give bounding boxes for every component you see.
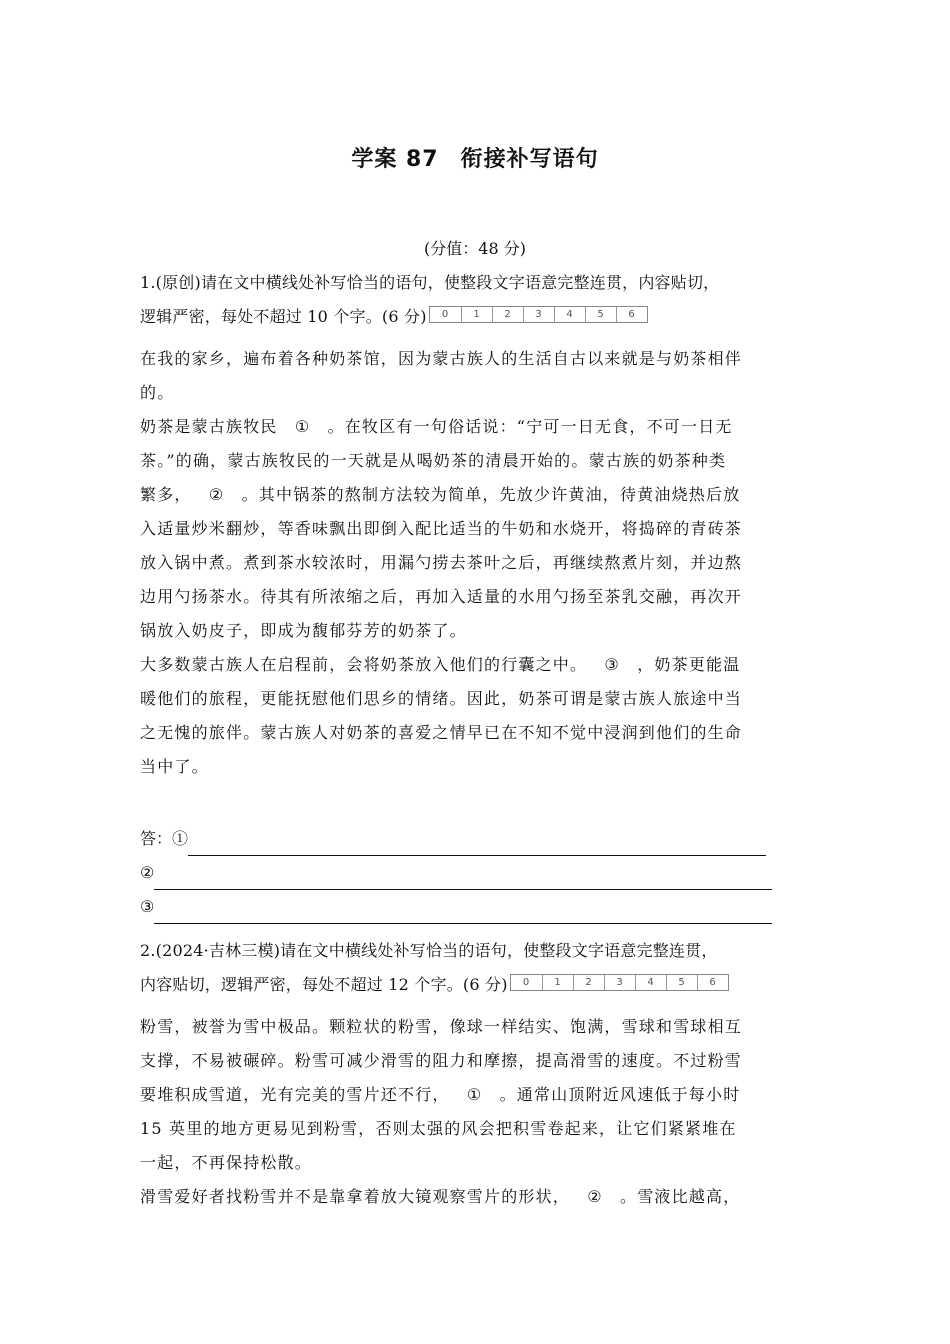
q1-stem-line: 逻辑严密，每处不超过 10 个字。(6 分) 0 1 2 3 4 5 6 [140,300,830,334]
blank-1[interactable]: ① [466,1085,483,1104]
page-title [0,142,950,173]
passage-line: 一起，不再保持松散。 [140,1153,313,1172]
score-grid[interactable]: 0 1 2 3 4 5 6 [510,974,729,991]
q1-answer-area [140,822,830,924]
passage-line: 滑雪爱好者找粉雪并不是靠拿着放大镜观察雪片的形状， ② 。雪液比越高， [140,1180,830,1214]
passage-line: 15 英里的地方更易见到粉雪，否则太强的风会把积雪卷起来，让它们紧紧堆在 [140,1119,737,1138]
passage-line: 要堆积成雪道，光有完美的雪片还不行， ① 。通常山顶附近风速低于每小时 [140,1078,830,1112]
question-1-stem [140,266,830,334]
passage-line: 的。 [140,383,175,402]
passage-line: 奶茶是蒙古族牧民 ① 。在牧区有一句俗话说：“宁可一日无食，不可一日无 [140,410,830,444]
passage-line: 之无愧的旅伴。蒙古族人对奶茶的喜爱之情早已在不知不觉中浸润到他们的生命 [140,723,743,742]
passage-line: 边用勺扬茶水。待其有所浓缩之后，再加入适量的水用勺扬至茶乳交融，再次开 [140,587,743,606]
passage-line: 在我的家乡，遍布着各种奶茶馆，因为蒙古族人的生活自古以来就是与奶茶相伴 [140,349,743,368]
answer-line-3[interactable]: ③ [140,890,830,924]
question-2-stem [140,934,830,1002]
title-main: 衔接补写语句 [460,147,599,172]
blank-3[interactable]: ③ [604,655,620,674]
passage-line: 锅放入奶皮子，即成为馥郁芬芳的奶茶了。 [140,621,467,640]
passage-line: 放入锅中煮。煮到茶水较浓时，用漏勺捞去茶叶之后，再继续熬煮片刻，并边熬 [140,553,743,572]
passage-line: 繁多， ② 。其中锅茶的熬制方法较为简单，先放少许黄油，待黄油烧热后放 [140,478,830,512]
q2-stem-line: 2.(2024·吉林三模)请在文中横线处补写恰当的语句，使整段文字语意完整连贯， [140,941,718,960]
title-prefix: 学案 87 [351,147,439,172]
q2-stem-line: 内容贴切，逻辑严密，每处不超过 12 个字。(6 分) 0 1 2 3 4 5 6 [140,968,830,1002]
q1-stem-line: 1.(原创)请在文中横线处补写恰当的语句，使整段文字语意完整连贯，内容贴切， [140,273,720,292]
blank-2[interactable]: ② [208,485,225,504]
answer-line-2[interactable]: ② [140,856,830,890]
passage-line: 大多数蒙古族人在启程前，会将奶茶放入他们的行囊之中。 ③ ，奶茶更能温 [140,648,830,682]
score-note: (分值：48 分) [424,239,526,258]
blank-1[interactable]: ① [294,417,311,436]
q2-passage [140,1010,830,1214]
passage-line: 支撑，不易被碾碎。粉雪可减少滑雪的阻力和摩擦，提高滑雪的速度。不过粉雪 [140,1051,743,1070]
passage-line: 暖他们的旅程，更能抚慰他们思乡的情绪。因此，奶茶可谓是蒙古族人旅途中当 [140,689,743,708]
answer-line-1[interactable]: 答：① [140,822,830,856]
q1-passage [140,342,830,784]
passage-line: 茶。”的确，蒙古族牧民的一天就是从喝奶茶的清晨开始的。蒙古族的奶茶种类 [140,451,727,470]
passage-line: 当中了。 [140,757,209,776]
blank-2[interactable]: ② [587,1187,603,1206]
passage-line: 粉雪，被誉为雪中极品。颗粒状的粉雪，像球一样结实、饱满，雪球和雪球相互 [140,1017,743,1036]
score-grid[interactable]: 0 1 2 3 4 5 6 [429,306,648,323]
passage-line: 入适量炒米翻炒，等香味飘出即倒入配比适当的牛奶和水烧开，将捣碎的青砖茶 [140,519,743,538]
